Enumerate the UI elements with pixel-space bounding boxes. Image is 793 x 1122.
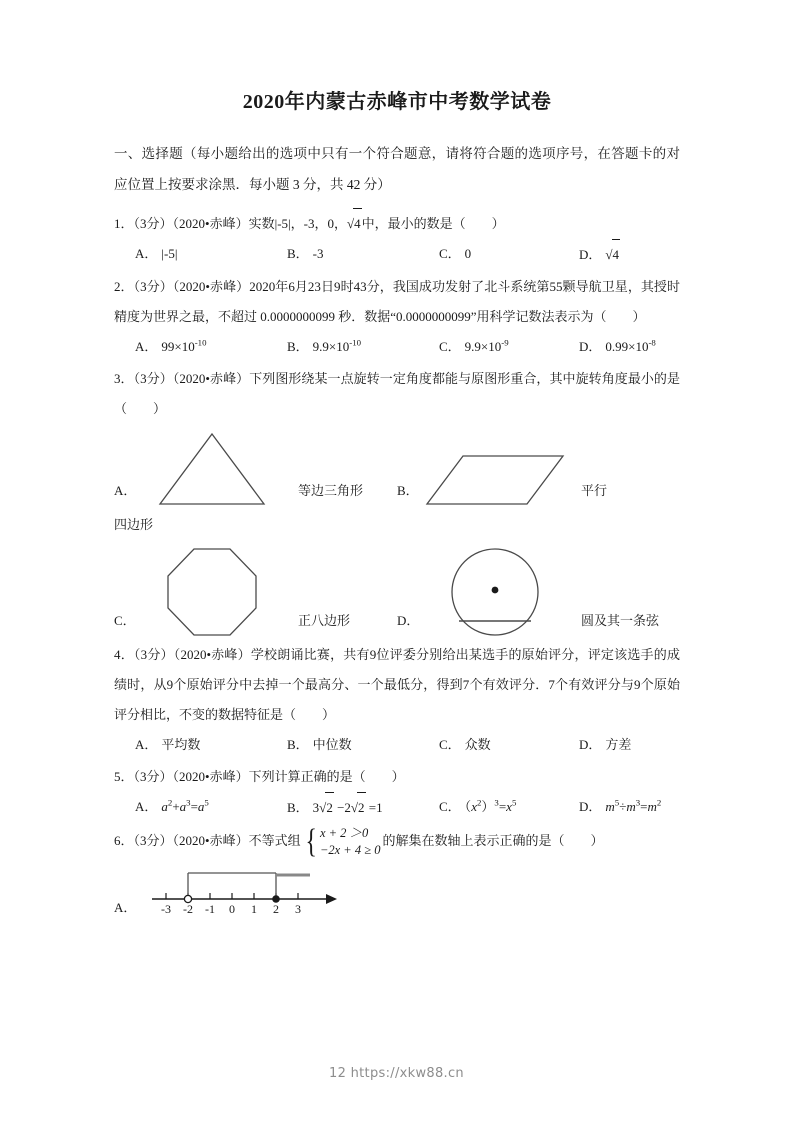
option-4-A-label: A． xyxy=(135,737,158,752)
number-line-diagram[interactable] xyxy=(140,863,340,926)
option-4-C-label: C． xyxy=(439,737,461,752)
tick-label-1: 1 xyxy=(251,902,257,915)
question-2-points: （3分） xyxy=(133,279,173,294)
question-1-source: （2020•赤峰） xyxy=(172,216,249,231)
option-1-C[interactable] xyxy=(439,239,579,270)
option-5-C-label: C． xyxy=(439,799,461,814)
question-6-options xyxy=(114,863,680,926)
regular-octagon-icon xyxy=(140,546,284,638)
inequality-line-1: x + 2 ＞0 xyxy=(319,826,369,840)
option-4-D-text: 方差 xyxy=(605,737,632,752)
option-1-A[interactable] xyxy=(135,239,287,270)
question-2-stem xyxy=(114,272,680,332)
footer-url: https://xkw88.cn xyxy=(350,1066,464,1081)
tick-label-neg1: -1 xyxy=(205,902,215,915)
question-5-options xyxy=(114,792,680,823)
figure-option-B-label: B． xyxy=(397,483,419,498)
option-4-D-label: D． xyxy=(579,737,602,752)
question-1-stem-suffix: 中，最小的数是（ ） xyxy=(361,216,505,231)
question-4-stem xyxy=(114,640,680,730)
option-4-C-text: 众数 xyxy=(464,737,491,752)
tick-label-neg3: -3 xyxy=(161,902,171,915)
option-2-C-exponent: ‑9 xyxy=(501,337,509,348)
question-4-points: （3分） xyxy=(133,647,174,662)
page-content xyxy=(114,88,680,928)
question-4-options xyxy=(114,730,680,760)
question-4 xyxy=(114,640,680,760)
option-5-B[interactable] xyxy=(287,792,439,823)
option-4-B-text: 中位数 xyxy=(312,737,352,752)
question-6-number: 6． xyxy=(114,832,134,848)
question-3-figure-row-2 xyxy=(114,546,680,638)
figure-option-C[interactable] xyxy=(114,546,397,638)
figure-option-D-label: D． xyxy=(397,613,420,628)
question-6-points: （3分） xyxy=(133,832,173,848)
equilateral-triangle-icon xyxy=(140,430,284,508)
option-5-C-expr: $(x^2)^3=x^5$ xyxy=(464,797,517,814)
question-4-source: （2020•赤峰） xyxy=(173,647,251,662)
option-1-A-label: A． xyxy=(135,246,158,261)
option-2-C-mantissa: 9.9×10 xyxy=(464,339,502,354)
figure-option-D[interactable] xyxy=(397,546,680,638)
question-1-stem xyxy=(114,208,680,239)
figure-option-B-caption-wrap: 四边形 xyxy=(114,517,154,532)
section-heading: 一、选择题（每小题给出的选项中只有一个符合题意，请将符合题的选项序号，在答题卡的对应位置上按要求涂黑．每小题 3 分，共 42 分） xyxy=(114,146,680,192)
figure-option-A[interactable] xyxy=(114,430,397,508)
footer-page-number: 12 xyxy=(329,1066,347,1081)
option-5-D-expr: $m^5\div m^3=m^2$ xyxy=(605,797,662,814)
option-5-A-label: A． xyxy=(135,799,158,814)
inequality-system xyxy=(303,825,381,859)
option-2-B-label: B． xyxy=(287,339,309,354)
question-6 xyxy=(114,825,680,926)
inequality-line-2: −2x + 4 ≥ 0 xyxy=(319,843,381,857)
option-5-D[interactable] xyxy=(579,792,661,823)
question-3-number: 3． xyxy=(114,371,134,386)
question-5-stem xyxy=(114,762,680,792)
question-4-number: 4． xyxy=(114,647,134,662)
option-1-D-label: D． xyxy=(579,247,602,262)
option-5-C[interactable] xyxy=(439,792,579,823)
page-footer xyxy=(0,1066,793,1081)
circle-with-chord-icon xyxy=(423,546,567,638)
option-1-D-sqrt-icon: √4 xyxy=(605,247,620,262)
question-1-stem-prefix: 实数|‑5|，‑3，0， xyxy=(248,216,347,231)
sqrt-icon: √4 xyxy=(347,216,362,231)
option-5-B-expr: 3√2 −2√2 =1 xyxy=(313,800,383,815)
option-2-A-exponent: ‑10 xyxy=(194,337,207,348)
option-1-C-label: C． xyxy=(439,246,461,261)
tick-label-neg2: -2 xyxy=(183,902,193,915)
question-1-number: 1． xyxy=(114,216,134,231)
question-5 xyxy=(114,762,680,823)
question-3-points: （3分） xyxy=(133,371,173,386)
option-4-D[interactable] xyxy=(579,730,631,760)
option-2-B-mantissa: 9.9×10 xyxy=(312,339,350,354)
option-1-B[interactable] xyxy=(287,239,439,270)
option-2-B-exponent: ‑10 xyxy=(349,337,362,348)
figure-option-B[interactable] xyxy=(397,452,680,508)
option-1-A-text: |‑5| xyxy=(161,246,178,261)
question-2-text: 2020年6月23日9时43分，我国成功发射了北斗系统第55颗导航卫星，其授时精度为世界之最，不超过 0.0000000099 秒．数据“0.0000000099”用科学记数法表示为（ ） xyxy=(114,279,680,324)
option-2-D[interactable] xyxy=(579,332,656,362)
question-5-source: （2020•赤峰） xyxy=(172,769,249,784)
option-2-A-label: A． xyxy=(135,339,158,354)
left-brace-icon: { xyxy=(305,823,317,861)
option-5-B-label: B． xyxy=(287,800,309,815)
question-6-stem xyxy=(114,825,680,859)
question-2-options xyxy=(114,332,680,362)
tick-label-0: 0 xyxy=(229,902,235,915)
option-5-A-expr: $a^2+a^3=a^5$ xyxy=(161,797,209,814)
option-1-B-label: B． xyxy=(287,246,309,261)
question-1-points: （3分） xyxy=(133,216,173,231)
question-6-source: （2020•赤峰） xyxy=(172,832,249,848)
question-3-source: （2020•赤峰） xyxy=(172,371,250,386)
question-3 xyxy=(114,364,680,638)
question-4-text: 学校朗诵比赛，共有9位评委分别给出某选手的原始评分，评定该选手的成绩时，从9个原始评分中去掉一个最高分、一个最低分，得到7个有效评分．7个有效评分与9个原始评分相比，不变的数据特征是（ ） xyxy=(114,647,680,722)
option-2-A[interactable] xyxy=(135,332,287,362)
figure-option-C-label: C． xyxy=(114,613,136,628)
option-2-C-label: C． xyxy=(439,339,461,354)
option-2-B[interactable] xyxy=(287,332,439,362)
question-1 xyxy=(114,208,680,270)
question-3-text: 下列图形绕某一点旋转一定角度都能与原图形重合，其中旋转角度最小的是（ ） xyxy=(114,371,680,416)
figure-option-A-caption: 等边三角形 xyxy=(298,483,364,498)
page-title: 2020年内蒙古赤峰市中考数学试卷 xyxy=(242,91,552,113)
tick-label-2: 2 xyxy=(273,902,279,915)
question-3-stem xyxy=(114,364,680,424)
figure-option-D-caption: 圆及其一条弦 xyxy=(581,613,660,628)
tick-label-3: 3 xyxy=(295,902,301,915)
option-5-D-label: D． xyxy=(579,799,602,814)
question-5-points: （3分） xyxy=(133,769,173,784)
option-1-D[interactable] xyxy=(579,239,620,270)
option-1-B-text: ‑3 xyxy=(312,246,324,261)
option-2-A-mantissa: 99×10 xyxy=(161,339,195,354)
question-2-source: （2020•赤峰） xyxy=(172,279,250,294)
option-4-A[interactable] xyxy=(135,730,287,760)
question-6-stem-suffix: 的解集在数轴上表示正确的是（ ） xyxy=(382,832,604,848)
option-2-C[interactable] xyxy=(439,332,579,362)
question-2 xyxy=(114,272,680,362)
question-5-text: 下列计算正确的是（ ） xyxy=(248,769,405,784)
figure-option-A-label: A． xyxy=(114,483,137,498)
option-4-B-label: B． xyxy=(287,737,309,752)
question-1-options xyxy=(114,239,680,270)
option-2-D-exponent: ‑8 xyxy=(648,337,656,348)
option-5-A[interactable] xyxy=(135,792,287,823)
question-3-figure-row-1 xyxy=(114,430,680,508)
question-6-stem-prefix: 不等式组 xyxy=(248,832,301,848)
parallelogram-icon xyxy=(423,452,567,508)
option-6-A-label: A． xyxy=(114,900,137,915)
figure-option-B-caption: 平行 xyxy=(581,483,608,498)
figure-option-C-caption: 正八边形 xyxy=(298,613,351,628)
option-2-D-label: D． xyxy=(579,339,602,354)
option-4-A-text: 平均数 xyxy=(161,737,201,752)
question-5-number: 5． xyxy=(114,769,134,784)
option-1-C-text: 0 xyxy=(464,246,472,261)
option-4-C[interactable] xyxy=(439,730,579,760)
option-4-B[interactable] xyxy=(287,730,439,760)
question-2-number: 2． xyxy=(114,279,134,294)
option-2-D-mantissa: 0.99×10 xyxy=(605,339,649,354)
